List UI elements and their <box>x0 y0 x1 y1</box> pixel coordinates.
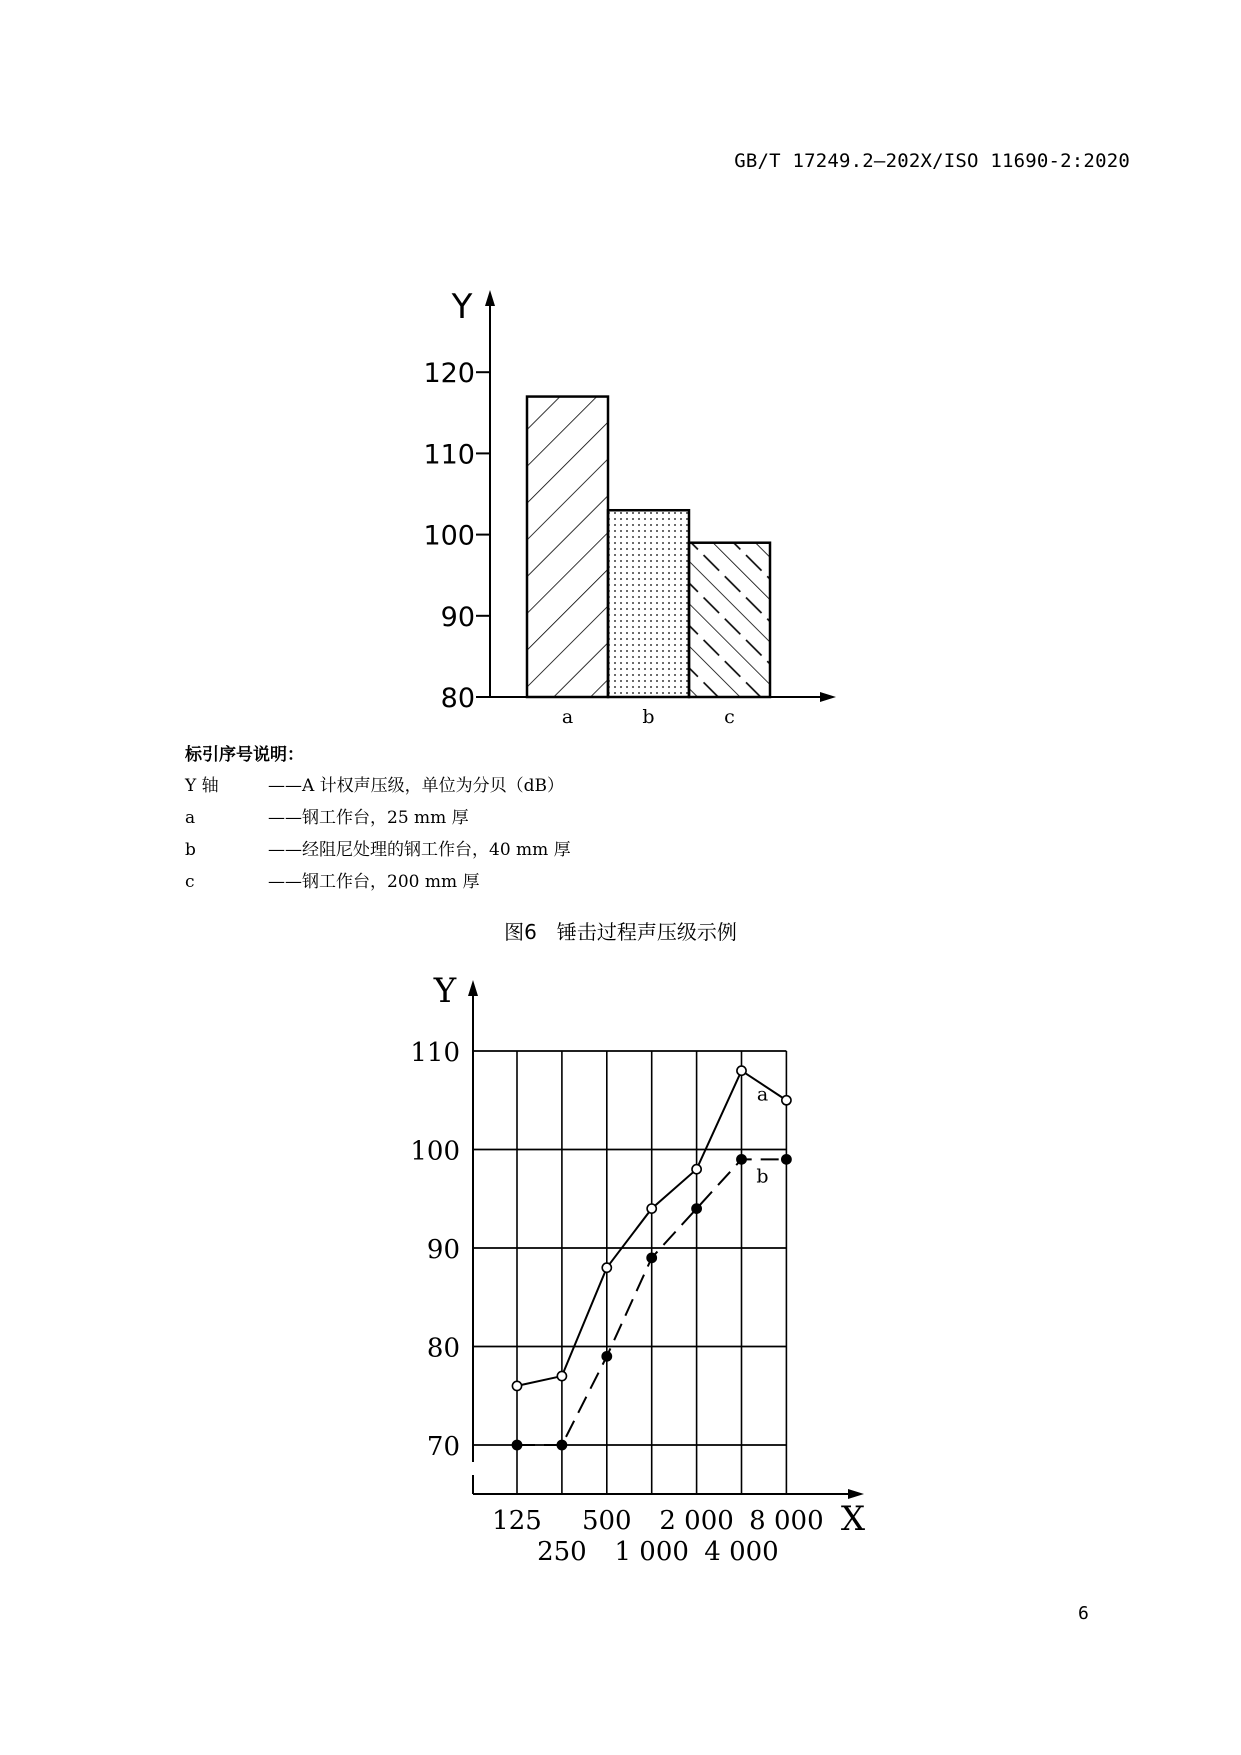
y-axis-arrow <box>468 980 478 996</box>
series-b-point <box>692 1204 701 1213</box>
y-axis-title: Y <box>451 287 473 327</box>
series-a-point <box>557 1371 566 1380</box>
x-tick-label: 4 000 <box>704 1537 779 1567</box>
y-tick-label: 110 <box>423 439 475 471</box>
legend-key: a <box>185 808 196 828</box>
legend-text: ——A 计权声压级，单位为分贝（dB） <box>268 776 565 796</box>
series-b-point <box>557 1440 566 1449</box>
legend-title: 标引序号说明： <box>185 745 304 765</box>
legend-text: ——钢工作台，200 mm 厚 <box>268 872 480 892</box>
series-a-point <box>782 1096 791 1105</box>
legend-text: ——钢工作台，25 mm 厚 <box>268 808 469 828</box>
x-tick-label: 125 <box>492 1506 542 1536</box>
x-tick-label: 2 000 <box>659 1506 734 1536</box>
y-tick-label: 90 <box>426 1235 460 1265</box>
legend-key: Y 轴 <box>185 776 219 796</box>
series-b-point <box>782 1155 791 1164</box>
x-tick-label: 8 000 <box>749 1506 824 1536</box>
x-tick-label: b <box>642 706 655 728</box>
x-tick-label: 1 000 <box>614 1537 689 1567</box>
x-axis-arrow <box>848 1489 864 1499</box>
series-label: a <box>756 1083 769 1106</box>
x-tick-label: 250 <box>537 1537 587 1567</box>
y-tick-label: 100 <box>410 1136 460 1167</box>
x-axis-title: X <box>840 1499 866 1539</box>
series-a-point <box>647 1204 656 1213</box>
x-tick-label: c <box>724 706 735 728</box>
x-tick-label: 500 <box>581 1506 632 1536</box>
series-a-point <box>692 1165 701 1174</box>
y-tick-label: 80 <box>440 683 475 714</box>
legend-key: c <box>185 872 195 892</box>
series-label: b <box>756 1165 769 1188</box>
y-tick-label: 120 <box>423 358 475 390</box>
caption-number: 图6 <box>504 920 537 944</box>
y-tick-label: 90 <box>440 601 475 633</box>
series-b-point <box>737 1155 746 1164</box>
y-axis-title: Y <box>433 971 457 1011</box>
series-b-point <box>512 1440 521 1449</box>
series-a-point <box>512 1381 521 1390</box>
y-tick-label: 110 <box>410 1038 460 1068</box>
legend-key: b <box>185 840 196 860</box>
series-a-point <box>737 1066 746 1075</box>
series-a-point <box>602 1263 611 1272</box>
standard-header: GB/T 17249.2—202X/ISO 11690-2:2020 <box>734 150 1130 172</box>
y-tick-label: 100 <box>423 520 475 552</box>
legend-text: ——经阻尼处理的钢工作台，40 mm 厚 <box>268 840 571 860</box>
x-tick-label: a <box>561 706 574 728</box>
caption-text: 锤击过程声压级示例 <box>556 920 737 944</box>
series-b-point <box>647 1253 656 1262</box>
page-number: 6 <box>1078 1603 1089 1624</box>
y-tick-label: 80 <box>426 1333 460 1364</box>
series-b-point <box>602 1352 611 1361</box>
y-tick-label: 70 <box>426 1432 460 1462</box>
